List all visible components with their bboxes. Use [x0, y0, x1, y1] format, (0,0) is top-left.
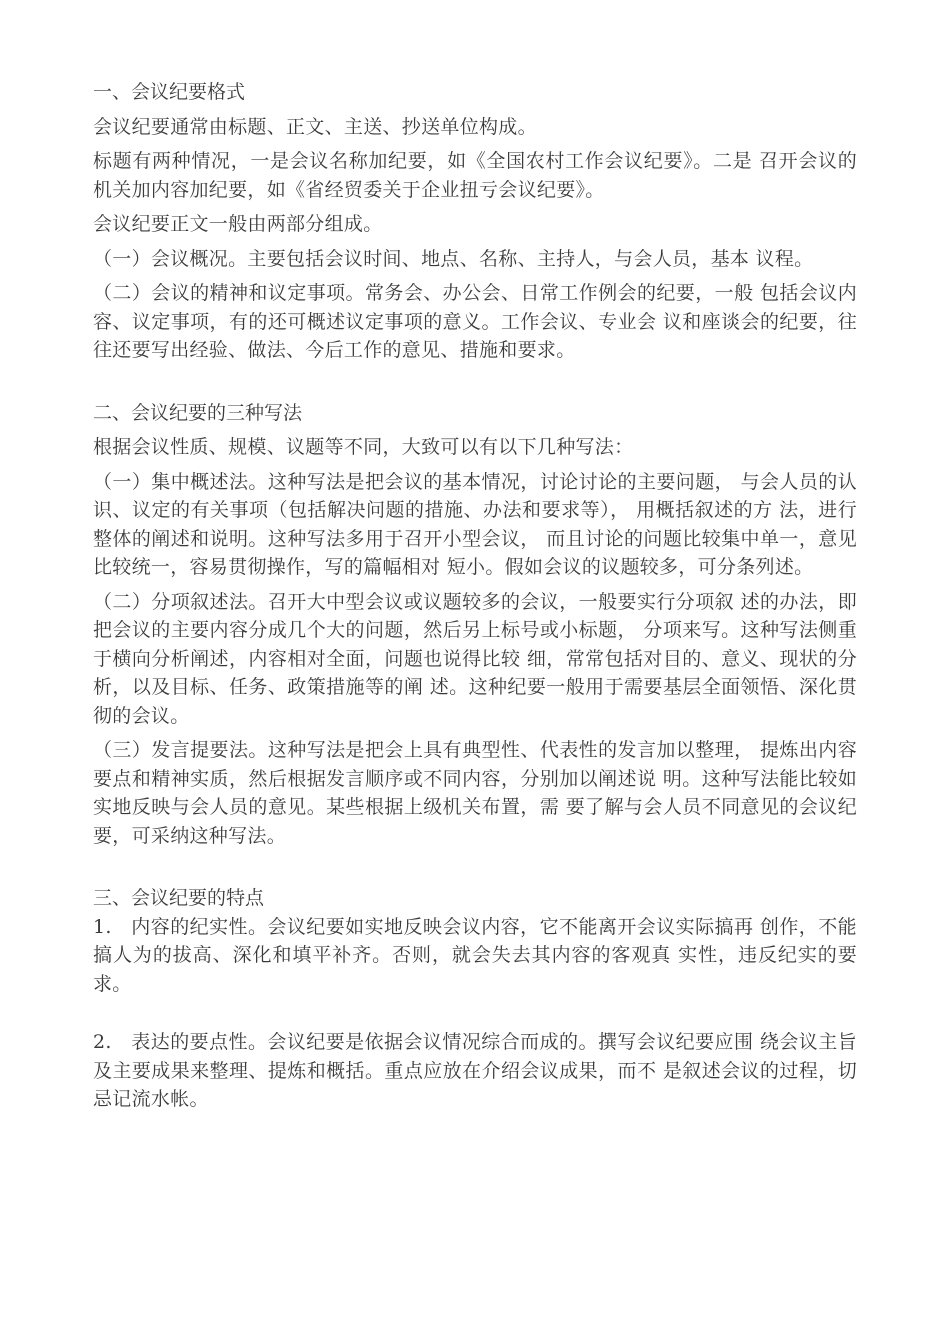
section2-paragraph: （二）分项叙述法。召开大中型会议或议题较多的会议，一般要实行分项叙 述的办法，即把会议的主要内容分成几个大的问题，然后另上标号或小标题， 分项来写。这种写法侧重于横向分析阐述，内容相对全面，问题也说得比较 细，常常包括对目的、意义、现状的分析，以及目标、任务、政策措施等的阐 述。这种纪要一般用于需要基层全面领悟、深化贯彻的会议。 — [93, 590, 857, 727]
section-spacer — [93, 856, 857, 884]
section2-paragraph: 根据会议性质、规模、议题等不同，大致可以有以下几种写法： — [93, 436, 634, 458]
paragraph-spacer — [93, 1004, 857, 1028]
section3-paragraph: 1. 内容的纪实性。会议纪要如实地反映会议内容，它不能离开会议实际搞再 创作，不能搞人为的拔高、深化和填平补齐。否则，就会失去其内容的客观真 实性，违反纪实的要求。 — [93, 915, 857, 995]
section2-paragraph: （三）发言提要法。这种写法是把会上具有典型性、代表性的发言加以整理， 提炼出内容要点和精神实质，然后根据发言顺序或不同内容，分别加以阐述说 明。这种写法能比较如实地反映与会人员的意见。某些根据上级机关布置，需 要了解与会人员不同意见的会议纪要，可采纳这种写法。 — [93, 739, 857, 847]
section1-paragraph: （一）会议概况。主要包括会议时间、地点、名称、主持人，与会人员，基本 议程。 — [93, 247, 814, 270]
document-page — [93, 78, 857, 1120]
section3-heading: 三、会议纪要的特点 — [93, 887, 265, 909]
section1-heading: 一、会议纪要格式 — [93, 81, 246, 103]
section1-paragraph: 标题有两种情况，一是会议名称加纪要，如《全国农村工作会议纪要》。二是 召开会议的机关加内容加纪要，如《省经贸委关于企业扭亏会议纪要》。 — [93, 150, 857, 201]
section1-paragraph: 会议纪要通常由标题、正文、主送、抄送单位构成。 — [93, 115, 537, 138]
section1-paragraph: （二）会议的精神和议定事项。常务会、办公会、日常工作例会的纪要，一般 包括会议内容、议定事项，有的还可概述议定事项的意义。工作会议、专业会 议和座谈会的纪要，往往还要写出经验、做法、今后工作的意见、措施和要求。 — [93, 282, 857, 361]
section3-paragraph: 2. 表达的要点性。会议纪要是依据会议情况综合而成的。撰写会议纪要应围 绕会议主旨及主要成果来整理、提炼和概括。重点应放在介绍会议成果，而不 是叙述会议的过程，切忌记流水帐。 — [93, 1031, 857, 1110]
section2-heading: 二、会议纪要的三种写法 — [93, 401, 303, 424]
section1-paragraph: 会议纪要正文一般由两部分组成。 — [93, 213, 383, 235]
section-spacer — [93, 371, 857, 399]
section2-paragraph: （一）集中概述法。这种写法是把会议的基本情况，讨论讨论的主要问题， 与会人员的认识、议定的有关事项（包括解决问题的措施、办法和要求等）， 用概括叙述的方 法，进行整体的阐述和说明。这种写法多用于召开小型会议， 而且讨论的问题比较集中单一，意见比较统一，容易贯彻操作，写的篇幅相对 短小。假如会议的议题较多，可分条列述。 — [93, 470, 857, 578]
